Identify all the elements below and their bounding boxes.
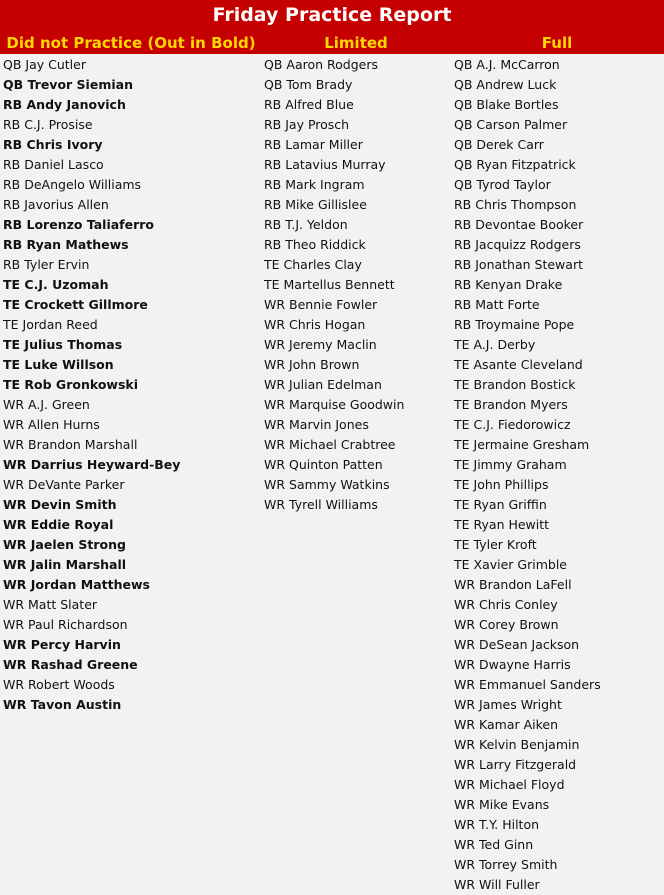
player-list-item: WR Jaelen Strong <box>3 537 126 552</box>
player-list-item: QB Tyrod Taylor <box>454 177 551 192</box>
player-list-item: TE Martellus Bennett <box>264 277 395 292</box>
player-list-item: TE Jimmy Graham <box>454 457 567 472</box>
player-list-item: WR Marvin Jones <box>264 417 369 432</box>
player-list-item: WR James Wright <box>454 697 562 712</box>
player-list-item: WR Julian Edelman <box>264 377 382 392</box>
player-list-item: WR Robert Woods <box>3 677 115 692</box>
player-list-item: RB Javorius Allen <box>3 197 109 212</box>
full-list <box>454 55 662 895</box>
player-list-item: WR Will Fuller <box>454 877 540 892</box>
player-list-item: WR Brandon LaFell <box>454 577 572 592</box>
player-list-item: RB Mike Gillislee <box>264 197 367 212</box>
player-list-item: TE C.J. Uzomah <box>3 277 109 292</box>
player-list-item: RB Jonathan Stewart <box>454 257 583 272</box>
report-header <box>0 0 664 54</box>
player-list-item: TE Tyler Kroft <box>454 537 537 552</box>
player-list-item: WR Jalin Marshall <box>3 557 127 572</box>
player-list-item: RB Matt Forte <box>454 297 540 312</box>
player-list-item: RB Daniel Lasco <box>3 157 104 172</box>
player-list-item: RB Lorenzo Taliaferro <box>3 217 155 232</box>
player-list-item: RB Mark Ingram <box>264 177 365 192</box>
player-list-item: WR Percy Harvin <box>3 637 121 652</box>
player-list-item: RB Ryan Mathews <box>3 237 129 252</box>
player-list-item: WR Torrey Smith <box>454 857 558 872</box>
column-header-full: Full <box>541 34 573 52</box>
player-list-item: QB Tom Brady <box>264 77 353 92</box>
player-list-item: TE A.J. Derby <box>454 337 536 352</box>
player-list-item: WR Allen Hurns <box>3 417 100 432</box>
column-header-limited: Limited <box>324 34 388 52</box>
player-list-item: RB Kenyan Drake <box>454 277 563 292</box>
player-list-item: WR Paul Richardson <box>3 617 128 632</box>
player-list-item: QB Andrew Luck <box>454 77 557 92</box>
player-list-item: RB DeAngelo Williams <box>3 177 142 192</box>
column-header-did-not-practice: Did not Practice (Out in Bold) <box>6 34 256 52</box>
player-list-item: RB Andy Janovich <box>3 97 126 112</box>
player-list-item: RB Chris Ivory <box>3 137 103 152</box>
player-list-item: WR John Brown <box>264 357 360 372</box>
player-list-item: WR Jordan Matthews <box>3 577 150 592</box>
player-list-item: WR Eddie Royal <box>3 517 114 532</box>
player-list-item: TE Rob Gronkowski <box>3 377 138 392</box>
player-list-item: QB A.J. McCarron <box>454 57 560 72</box>
player-list-item: TE Xavier Grimble <box>454 557 567 572</box>
limited-list <box>264 55 450 515</box>
player-list-item: RB C.J. Prosise <box>3 117 93 132</box>
player-list-item: WR Michael Crabtree <box>264 437 396 452</box>
player-list-item: TE Brandon Bostick <box>454 377 576 392</box>
player-list-item: QB Aaron Rodgers <box>264 57 378 72</box>
player-list-item: WR Larry Fitzgerald <box>454 757 577 772</box>
player-list-item: WR Tavon Austin <box>3 697 122 712</box>
player-list-item: TE John Phillips <box>454 477 549 492</box>
player-list-item: QB Derek Carr <box>454 137 544 152</box>
player-list-item: WR Brandon Marshall <box>3 437 138 452</box>
player-list-item: RB Jacquizz Rodgers <box>454 237 581 252</box>
player-list-item: WR Corey Brown <box>454 617 559 632</box>
player-list-item: WR Rashad Greene <box>3 657 138 672</box>
player-list-item: WR Matt Slater <box>3 597 98 612</box>
player-list-item: RB Chris Thompson <box>454 197 577 212</box>
player-list-item: TE Ryan Griffin <box>454 497 547 512</box>
player-list-item: TE Jordan Reed <box>3 317 98 332</box>
player-list-item: WR Jeremy Maclin <box>264 337 377 352</box>
player-list-item: WR Devin Smith <box>3 497 117 512</box>
player-list-item: WR Tyrell Williams <box>264 497 378 512</box>
player-list-item: TE Ryan Hewitt <box>454 517 550 532</box>
player-list-item: TE C.J. Fiedorowicz <box>454 417 571 432</box>
player-list-item: RB Lamar Miller <box>264 137 363 152</box>
player-list-item: RB Latavius Murray <box>264 157 386 172</box>
player-list-item: QB Blake Bortles <box>454 97 559 112</box>
player-list-item: WR DeVante Parker <box>3 477 125 492</box>
player-list-item: RB Devontae Booker <box>454 217 584 232</box>
player-list-item: RB Tyler Ervin <box>3 257 90 272</box>
player-list-item: WR T.Y. Hilton <box>454 817 540 832</box>
player-list-item: WR Quinton Patten <box>264 457 383 472</box>
player-list-item: RB Alfred Blue <box>264 97 354 112</box>
player-list-item: QB Jay Cutler <box>3 57 86 72</box>
player-list-item: WR Dwayne Harris <box>454 657 571 672</box>
did-not-practice-list <box>3 55 261 715</box>
player-list-item: WR DeSean Jackson <box>454 637 580 652</box>
player-list-item: WR Kamar Aiken <box>454 717 559 732</box>
player-list-item: WR Chris Conley <box>454 597 558 612</box>
player-list-item: WR Emmanuel Sanders <box>454 677 601 692</box>
player-list-item: TE Brandon Myers <box>454 397 568 412</box>
player-list-item: TE Asante Cleveland <box>454 357 583 372</box>
player-list-item: WR Kelvin Benjamin <box>454 737 580 752</box>
player-list-item: QB Carson Palmer <box>454 117 568 132</box>
player-list-item: WR Michael Floyd <box>454 777 565 792</box>
player-list-item: RB Theo Riddick <box>264 237 366 252</box>
player-list-item: WR Chris Hogan <box>264 317 366 332</box>
player-list-item: TE Julius Thomas <box>3 337 123 352</box>
player-list-item: WR Mike Evans <box>454 797 550 812</box>
player-list-item: WR Sammy Watkins <box>264 477 390 492</box>
player-list-item: RB Jay Prosch <box>264 117 350 132</box>
player-list-item: RB Troymaine Pope <box>454 317 575 332</box>
player-list-item: RB T.J. Yeldon <box>264 217 348 232</box>
player-list-item: TE Luke Willson <box>3 357 114 372</box>
player-list-item: WR Darrius Heyward-Bey <box>3 457 181 472</box>
player-list-item: WR Marquise Goodwin <box>264 397 405 412</box>
player-list-item: TE Jermaine Gresham <box>454 437 590 452</box>
player-list-item: WR A.J. Green <box>3 397 90 412</box>
player-list-item: QB Trevor Siemian <box>3 77 133 92</box>
player-list-item: QB Ryan Fitzpatrick <box>454 157 576 172</box>
player-list-item: TE Crockett Gillmore <box>3 297 148 312</box>
player-list-item: TE Charles Clay <box>264 257 362 272</box>
player-list-item: WR Bennie Fowler <box>264 297 378 312</box>
player-list-item: WR Ted Ginn <box>454 837 534 852</box>
page-title: Friday Practice Report <box>212 4 452 26</box>
